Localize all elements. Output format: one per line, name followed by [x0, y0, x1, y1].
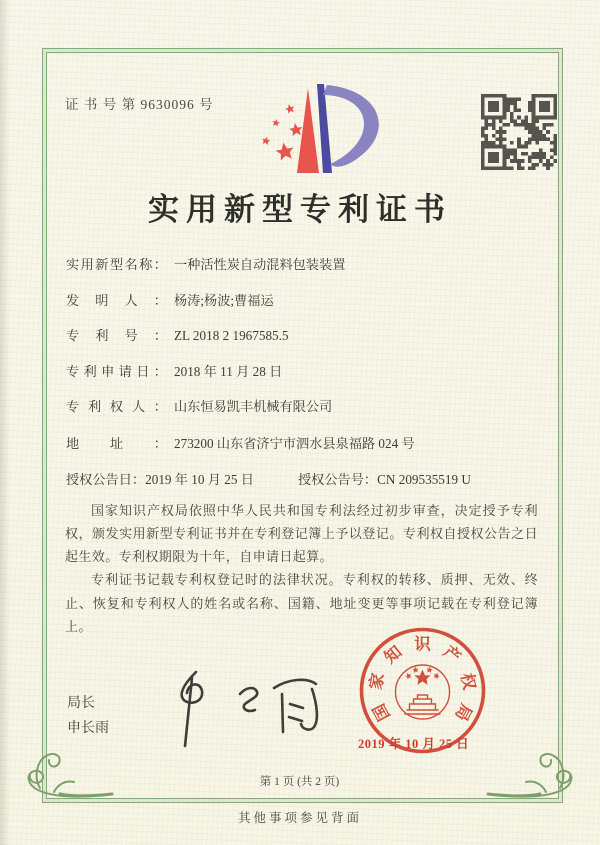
qr-code: [481, 94, 557, 170]
field-row-filing-date: [66, 361, 538, 380]
page-number: 第 1 页 (共 2 页): [259, 776, 340, 788]
field-value: 2018 年 11 月 28 日: [174, 364, 283, 379]
corner-flourish-right-icon: [486, 748, 576, 803]
field-value: 一种活性炭自动混料包装装置: [174, 257, 346, 272]
field-row-inventors: [66, 290, 538, 309]
field-row-utility-model-name: [66, 254, 538, 273]
field-row-patentee: [66, 396, 538, 415]
cnipa-patent-logo-icon: [251, 79, 396, 179]
svg-text:家: 家: [365, 671, 388, 692]
field-label: 地址：: [66, 436, 167, 451]
legal-paragraph-1: 国家知识产权局依照中华人民共和国专利法经过初步审查，决定授予专利权，颁发实用新型专利证书并在专利登记簿上予以登记。专利权自授权公告之日起生效。专利权期限为十年，自申请日起算。: [65, 503, 538, 565]
field-label: 发明人：: [66, 293, 167, 308]
grant-no-label: 授权公告号：: [298, 472, 378, 487]
field-label: 专利号：: [66, 328, 167, 343]
field-value: 山东恒易凯丰机械有限公司: [174, 399, 333, 414]
director-signature: [152, 664, 327, 754]
corner-flourish-left-icon: [24, 748, 114, 803]
back-side-note: 其他事项参见背面: [237, 811, 362, 825]
signer-block: [67, 691, 109, 741]
scan-edge-shadow: [0, 0, 10, 845]
field-row-patent-number: [66, 325, 538, 344]
svg-text:知: 知: [380, 641, 406, 668]
certificate-title: 实用新型专利证书: [148, 192, 452, 227]
certificate-number: 证 书 号 第 9630096 号: [65, 97, 214, 112]
signer-name: 申长雨: [67, 721, 109, 736]
svg-text:国: 国: [369, 700, 394, 725]
field-row-address: [66, 433, 538, 452]
svg-text:识: 识: [414, 634, 431, 654]
legal-paragraph-2: 专利证书记载专利权登记时的法律状况。专利权的转移、质押、无效、终止、恢复和专利权人的姓名或名称、国籍、地址变更等事项记载在专利登记簿上。: [65, 572, 538, 634]
grant-no: CN 209535519 U: [377, 472, 471, 487]
field-value: ZL 2018 2 1967585.5: [174, 328, 289, 343]
field-label: 专利权人：: [66, 399, 167, 414]
svg-text:权: 权: [457, 671, 480, 692]
svg-text:局: 局: [451, 700, 476, 725]
grant-row: [66, 469, 538, 488]
field-value: 杨涛;杨波;曹福运: [174, 293, 274, 308]
grant-date-label: 授权公告日：: [66, 472, 146, 487]
field-value: 273200 山东省济宁市泗水县泉福路 024 号: [174, 436, 415, 451]
seal-date: 2019 年 10 月 25 日: [358, 737, 470, 751]
svg-text:产: 产: [439, 641, 465, 668]
signer-title: 局长: [67, 696, 95, 711]
field-label: 专利申请日：: [66, 364, 167, 379]
grant-date: 2019 年 10 月 25 日: [145, 472, 254, 487]
field-label: 实用新型名称：: [66, 257, 167, 272]
